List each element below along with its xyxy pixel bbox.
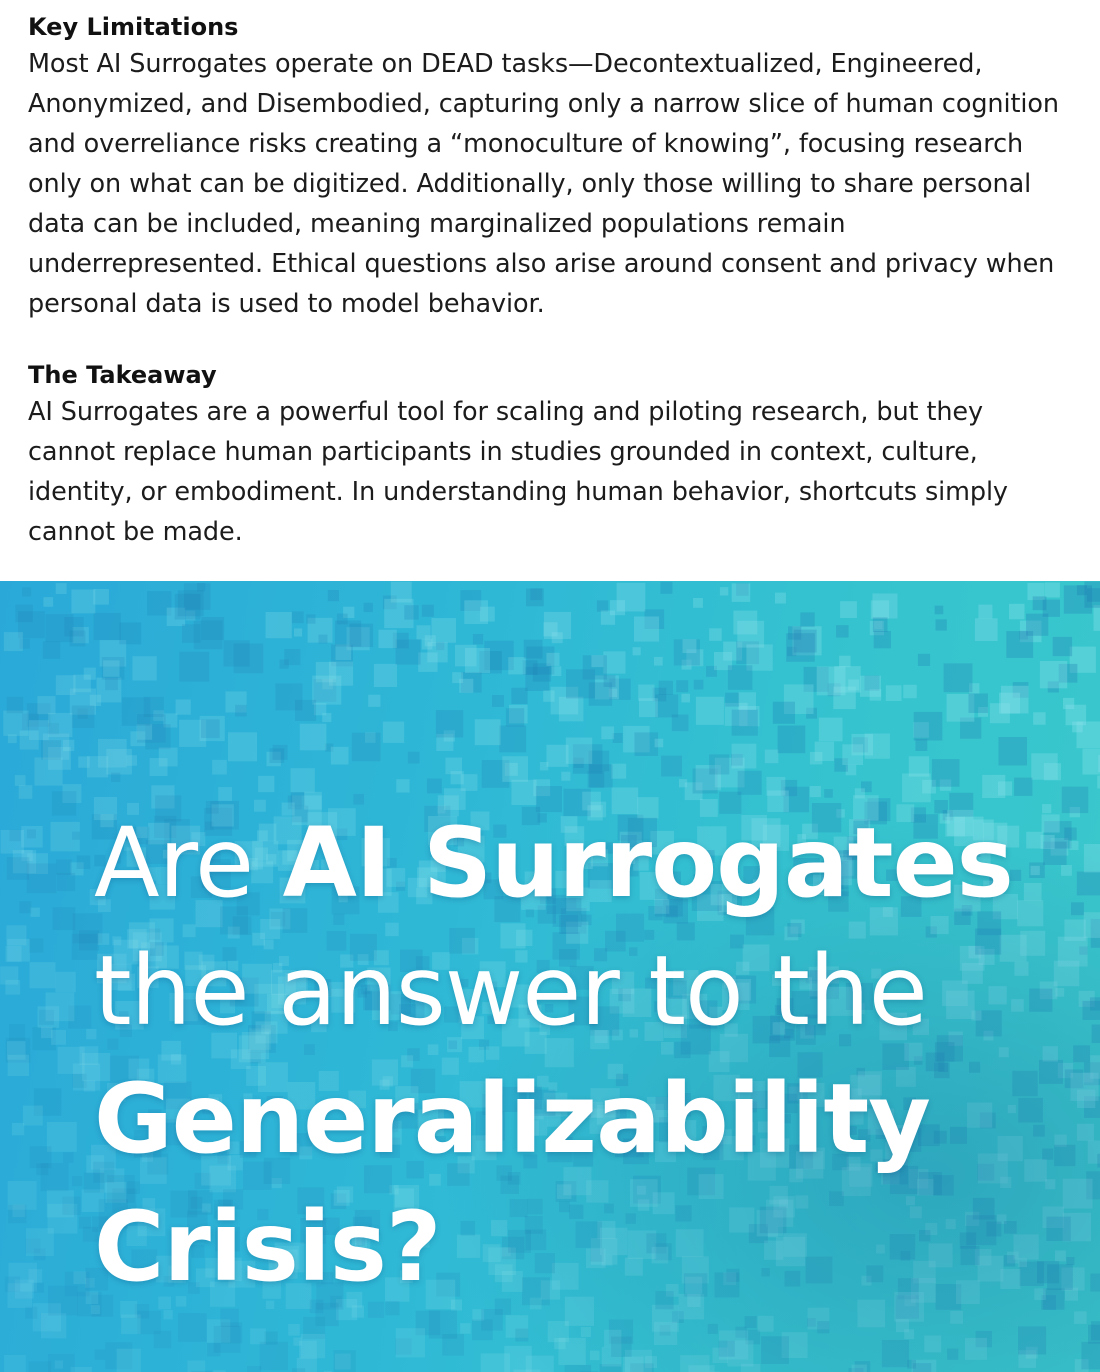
article-text [28, 10, 1088, 552]
section-title: Key Limitations [28, 13, 239, 41]
body-line: cannot replace human participants in studies grounded in context, culture, [28, 437, 978, 467]
body-line: Most AI Surrogates operate on DEAD tasks—Decontextualized, Engineered, [28, 49, 983, 79]
section-body [28, 44, 1088, 324]
banner-headline [94, 799, 1013, 1311]
body-line: cannot be made. [28, 517, 243, 547]
section-body [28, 392, 1088, 552]
body-line: personal data is used to model behavior. [28, 289, 545, 319]
hero-banner-image [0, 581, 1100, 1372]
body-line: and overreliance risks creating a “monoculture of knowing”, focusing research [28, 129, 1024, 159]
section-takeaway [28, 358, 1088, 552]
body-line: only on what can be digitized. Additionally, only those willing to share personal [28, 169, 1032, 199]
headline-line-2: the answer to the [94, 935, 927, 1047]
section-title: The Takeaway [28, 361, 217, 389]
body-line: identity, or embodiment. In understanding human behavior, shortcuts simply [28, 477, 1008, 507]
headline-line-4: Crisis? [94, 1191, 441, 1303]
body-line: Anonymized, and Disembodied, capturing only a narrow slice of human cognition [28, 89, 1059, 119]
headline-line-1: Are AI Surrogates [94, 807, 1013, 919]
body-line: data can be included, meaning marginalized populations remain [28, 209, 846, 239]
section-key-limitations [28, 10, 1088, 324]
headline-line-3: Generalizability [94, 1063, 930, 1175]
body-line: underrepresented. Ethical questions also arise around consent and privacy when [28, 249, 1055, 279]
body-line: AI Surrogates are a powerful tool for scaling and piloting research, but they [28, 397, 984, 427]
